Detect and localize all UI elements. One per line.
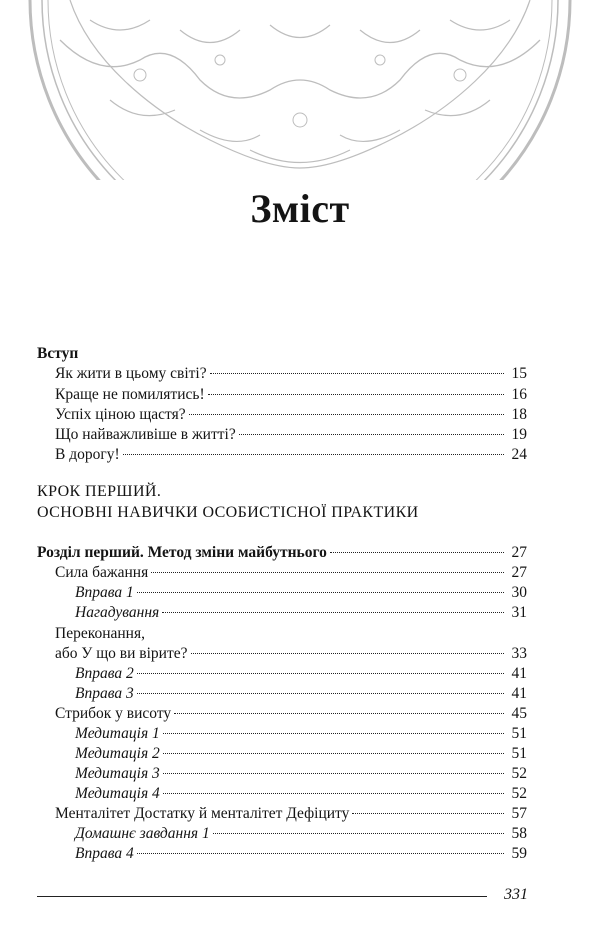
- toc-entry-page: 19: [511, 426, 527, 443]
- toc-entry-label: Сила бажання: [55, 564, 149, 581]
- toc-entry-page: 18: [511, 406, 527, 423]
- toc-entry-page: 16: [511, 386, 527, 403]
- toc-entry-page: 41: [511, 685, 527, 702]
- toc-subentry[interactable]: [75, 724, 527, 744]
- dot-leader: [162, 612, 504, 613]
- toc-subentry[interactable]: [75, 664, 527, 684]
- dot-leader: [163, 733, 504, 734]
- toc-subentry[interactable]: [75, 603, 527, 623]
- toc-entry-label: Нагадування: [75, 604, 160, 621]
- toc-subentry[interactable]: [75, 764, 527, 784]
- toc-entry-label: Краще не помилятись!: [55, 386, 205, 403]
- toc-entry-label: Домашнє завдання 1: [75, 825, 210, 842]
- toc-entry-page: 57: [511, 805, 527, 822]
- intro-heading: Вступ: [37, 345, 79, 362]
- dot-leader: [151, 572, 504, 573]
- toc-entry[interactable]: [55, 704, 527, 724]
- dot-leader: [330, 552, 504, 553]
- toc-entry-label: Як жити в цьому світі?: [55, 365, 207, 382]
- dot-leader: [210, 373, 504, 374]
- toc-entry-label: Вправа 2: [75, 665, 134, 682]
- dot-leader: [174, 713, 504, 714]
- toc-entry-label: Вправа 3: [75, 685, 134, 702]
- toc-entry-page: 59: [511, 845, 527, 862]
- toc-entry-page: 33: [511, 645, 527, 662]
- dot-leader: [137, 673, 504, 674]
- page-title: Зміст: [250, 186, 350, 231]
- toc-entry-label: Менталітет Достатку й менталітет Дефіциту: [55, 805, 350, 822]
- dot-leader: [213, 833, 504, 834]
- dot-leader: [137, 853, 504, 854]
- dot-leader: [191, 653, 505, 654]
- toc-entry-page: 24: [511, 446, 527, 463]
- toc-entry-label: Успіх ціною щастя?: [55, 406, 186, 423]
- toc-entry-page: 52: [511, 765, 527, 782]
- toc-entry[interactable]: [55, 445, 527, 465]
- page-number: 331: [504, 886, 528, 903]
- dot-leader: [123, 454, 504, 455]
- toc-entry[interactable]: [55, 804, 527, 824]
- toc-entry-page: 15: [511, 365, 527, 382]
- toc-entry-label-line1: Переконання,: [55, 625, 145, 642]
- toc-subentry[interactable]: [75, 784, 527, 804]
- toc-entry-page: 58: [511, 825, 527, 842]
- toc-entry-label: Медитація 3: [75, 765, 160, 782]
- dot-leader: [208, 394, 504, 395]
- toc-entry-page: 30: [511, 584, 527, 601]
- toc-entry-page: 27: [511, 564, 527, 581]
- toc-entry-page: 45: [511, 705, 527, 722]
- chapter-label: Розділ перший. Метод зміни майбутнього: [37, 544, 327, 561]
- dot-leader: [189, 414, 504, 415]
- toc-entry-label: або У що ви вірите?: [55, 645, 188, 662]
- toc-entry[interactable]: [55, 425, 527, 445]
- toc-entry-page: 51: [511, 745, 527, 762]
- toc-entry-label: Що найважливіше в житті?: [55, 426, 236, 443]
- ornament-medallion: [0, 0, 600, 180]
- dot-leader: [163, 753, 504, 754]
- toc-subentry[interactable]: [75, 844, 527, 864]
- toc-subentry[interactable]: [75, 744, 527, 764]
- toc-entry-label: Вправа 1: [75, 584, 134, 601]
- toc-entry-label: Стрибок у висоту: [55, 705, 172, 722]
- dot-leader: [163, 793, 504, 794]
- toc-entry-label: Медитація 1: [75, 725, 160, 742]
- part-heading-line1: КРОК ПЕРШИЙ.: [37, 483, 162, 500]
- toc-entry-page: 51: [511, 725, 527, 742]
- toc-entry[interactable]: [55, 644, 527, 664]
- toc-entry-label: Вправа 4: [75, 845, 134, 862]
- toc-entry[interactable]: [55, 405, 527, 425]
- part-heading-line2: ОСНОВНІ НАВИЧКИ ОСОБИСТІСНОЇ ПРАКТИКИ: [37, 504, 419, 521]
- toc-chapter[interactable]: [37, 543, 527, 563]
- dot-leader: [137, 592, 504, 593]
- toc-entry-label: В дорогу!: [55, 446, 120, 463]
- toc-entry-page: 27: [511, 544, 527, 561]
- toc-entry-page: 31: [511, 604, 527, 621]
- toc-subentry[interactable]: [75, 583, 527, 603]
- dot-leader: [239, 434, 504, 435]
- toc-subentry[interactable]: [75, 824, 527, 844]
- toc-entry-page: 52: [511, 785, 527, 802]
- toc-entry-label: Медитація 2: [75, 745, 160, 762]
- dot-leader: [163, 773, 504, 774]
- toc-entry-page: 41: [511, 665, 527, 682]
- dot-leader: [352, 813, 504, 814]
- footer-rule: [37, 896, 487, 897]
- toc-entry[interactable]: [55, 364, 527, 384]
- dot-leader: [137, 693, 504, 694]
- toc-subentry[interactable]: [75, 684, 527, 704]
- toc-entry[interactable]: [55, 563, 527, 583]
- toc-entry-label: Медитація 4: [75, 785, 160, 802]
- toc-entry[interactable]: [55, 385, 527, 405]
